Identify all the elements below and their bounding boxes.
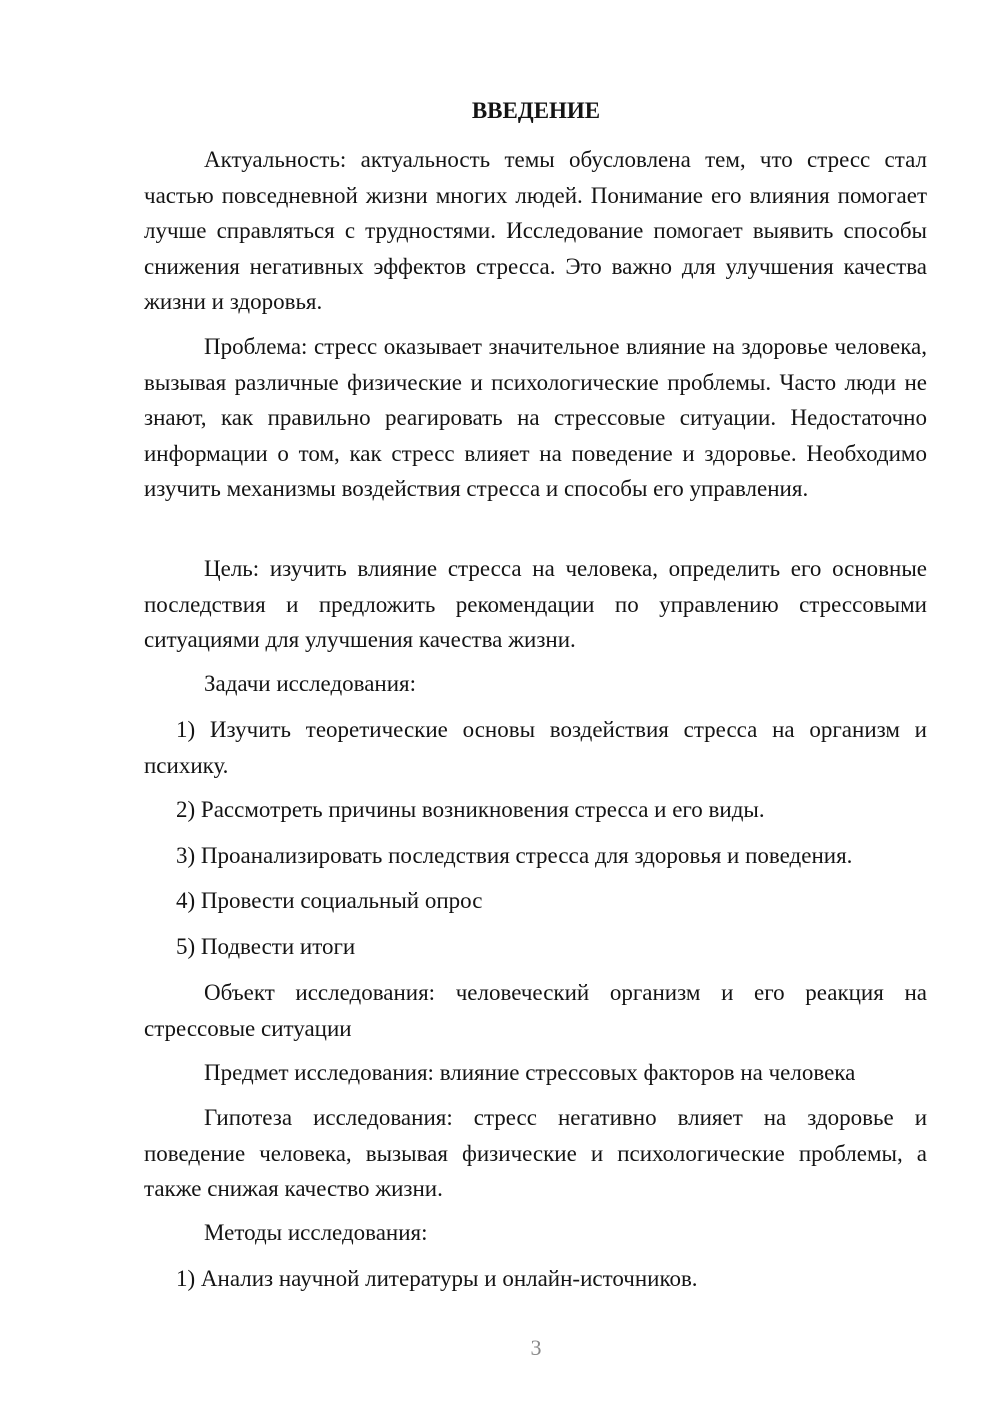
task-item-5: 5) Подвести итоги	[176, 934, 356, 959]
goal-paragraph: Цель: изучить влияние стресса на человека, определить его основные последствия и предложить рекомендации по управлению стрессовыми ситуациями для улучшения качества жизни.	[144, 556, 927, 652]
page-title: ВВЕДЕНИЕ	[471, 98, 601, 123]
task-item-1: 1) Изучить теоретические основы воздействия стресса на организм и психику.	[144, 717, 927, 778]
task-item-2: 2) Рассмотреть причины возникновения стресса и его виды.	[176, 797, 765, 822]
object-paragraph: Объект исследования: человеческий организм и его реакция на стрессовые ситуации	[144, 980, 927, 1041]
relevance-paragraph: Актуальность: актуальность темы обусловлена тем, что стресс стал частью повседневной жизни многих людей. Понимание его влияния помогает лучше справляться с трудностями. Исследование помогает выявить способы снижения негативных эффектов стресса. Это важно для улучшения качества жизни и здоровья.	[144, 147, 927, 314]
method-item-1: 1) Анализ научной литературы и онлайн-источников.	[176, 1266, 698, 1291]
subject-paragraph: Предмет исследования: влияние стрессовых факторов на человека	[204, 1060, 856, 1085]
task-item-4: 4) Провести социальный опрос	[176, 888, 483, 913]
problem-paragraph: Проблема: стресс оказывает значительное влияние на здоровье человека, вызывая различные физические и психологические проблемы. Часто люди не знают, как правильно реагировать на стрессовые ситуации. Недостаточно информации о том, как стресс влияет на поведение и здоровье. Необходимо изучить механизмы воздействия стресса и способы его управления.	[144, 334, 927, 501]
tasks-heading: Задачи исследования:	[204, 671, 417, 696]
hypothesis-paragraph: Гипотеза исследования: стресс негативно влияет на здоровье и поведение человека, вызывая физические и психологические проблемы, а также снижая качество жизни.	[144, 1105, 927, 1201]
page-number: 3	[530, 1335, 542, 1360]
task-item-3: 3) Проанализировать последствия стресса для здоровья и поведения.	[176, 843, 853, 868]
methods-heading: Методы исследования:	[204, 1220, 428, 1245]
